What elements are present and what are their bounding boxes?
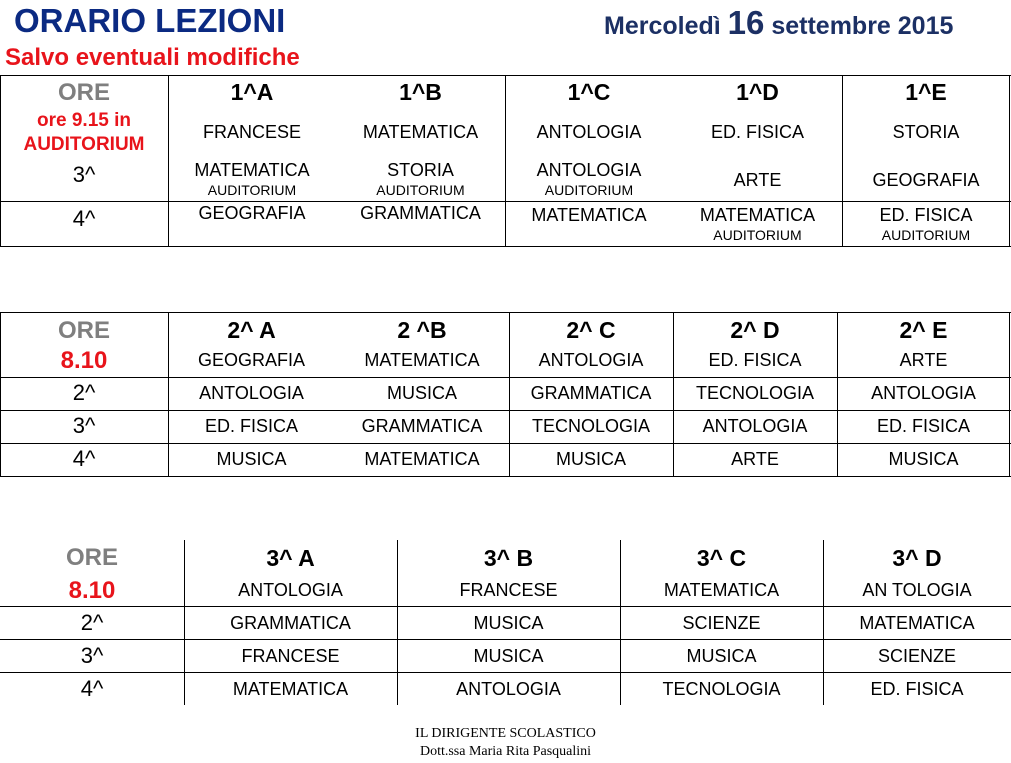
signature-name: Dott.ssa Maria Rita Pasqualini <box>419 744 592 759</box>
subject-cell: ANTOLOGIA <box>456 679 561 699</box>
time-label: 8.10 <box>68 577 116 604</box>
subject-cell: GEOGRAFIA <box>198 203 306 223</box>
subject-cell: GRAMMATICA <box>230 613 351 633</box>
subject-cell: MUSICA <box>473 646 544 666</box>
page-note: Salvo eventuali modifiche <box>5 44 300 71</box>
ore-label: ORE <box>57 79 110 106</box>
subject-cell: ANTOLOGIA <box>199 383 304 403</box>
class-header: 3^ C <box>696 545 747 571</box>
subject-cell: ARTE <box>733 170 782 190</box>
date-weekday: Mercoledì <box>604 12 721 40</box>
date-month-year: settembre 2015 <box>771 12 954 40</box>
subject-cell: FRANCESE <box>241 646 340 666</box>
class-header: 1^D <box>736 79 779 105</box>
subject-cell: ED. FISICA <box>870 679 964 699</box>
subject-cell: ANTOLOGIA <box>702 416 808 436</box>
page-title: ORARIO LEZIONI <box>14 2 286 39</box>
subject-cell: ANTOLOGIA <box>238 580 343 600</box>
subject-cell: MUSICA <box>555 449 626 469</box>
time-label: ore 9.15 in <box>37 110 131 131</box>
class-header: 2^ D <box>730 317 780 343</box>
room-label: AUDITORIUM <box>544 182 634 198</box>
subject-cell: FRANCESE <box>459 580 558 600</box>
subject-cell: MUSICA <box>888 449 959 469</box>
class-header: 2^ C <box>566 317 616 343</box>
subject-cell: GRAMMATICA <box>360 203 481 223</box>
hour-label: 4^ <box>80 676 104 701</box>
signature-title: IL DIRIGENTE SCOLASTICO <box>415 726 596 741</box>
room-label: AUDITORIUM <box>881 227 971 243</box>
subject-cell: ED. FISICA <box>710 122 804 142</box>
class-header: 1^B <box>399 79 442 105</box>
subject-cell: SCIENZE <box>682 613 761 633</box>
room-label: AUDITORIUM <box>207 182 297 198</box>
hour-label: 2^ <box>80 610 104 635</box>
subject-cell: MATEMATICA <box>364 350 480 370</box>
subject-cell: ED. FISICA <box>204 416 298 436</box>
room-label: AUDITORIUM <box>713 227 802 243</box>
subject-cell: MUSICA <box>473 613 544 633</box>
hour-label: 4^ <box>72 206 96 231</box>
subject-cell: TECNOLOGIA <box>695 383 815 403</box>
subject-cell: MUSICA <box>386 383 457 403</box>
subject-cell: MATEMATICA <box>194 160 310 180</box>
subject-cell: MUSICA <box>216 449 287 469</box>
class-header: 1^E <box>905 79 947 105</box>
subject-cell: FRANCESE <box>202 122 301 142</box>
subject-cell: ED. FISICA <box>879 205 973 225</box>
hour-label: 3^ <box>72 162 96 187</box>
subject-cell: ARTE <box>731 449 779 469</box>
subject-cell: ED. FISICA <box>708 350 802 370</box>
subject-cell: MATEMATICA <box>364 449 480 469</box>
class-header: 3^ B <box>483 545 534 571</box>
subject-cell: ARTE <box>899 350 948 370</box>
time-label: 8.10 <box>60 347 108 374</box>
class-header: 1^A <box>230 79 274 105</box>
subject-cell: GRAMMATICA <box>530 383 652 403</box>
class-header: 2^ E <box>899 317 948 343</box>
subject-cell: ED. FISICA <box>876 416 970 436</box>
class-header: 1^C <box>567 79 611 105</box>
date-day: 16 <box>727 4 765 41</box>
hour-label: 3^ <box>80 643 104 668</box>
class-header: 3^ A <box>266 545 315 571</box>
subject-cell: AN TOLOGIA <box>862 580 972 600</box>
time-location: AUDITORIUM <box>23 134 145 155</box>
subject-cell: TECNOLOGIA <box>531 416 651 436</box>
hour-label: 2^ <box>72 380 96 405</box>
hour-label: 3^ <box>72 413 96 438</box>
subject-cell: STORIA <box>892 122 960 142</box>
class-header: 3^ D <box>892 545 942 571</box>
subject-cell: GEOGRAFIA <box>872 170 980 190</box>
subject-cell: ANTOLOGIA <box>536 160 642 180</box>
subject-cell: MATEMATICA <box>699 205 816 225</box>
subject-cell: STORIA <box>387 160 454 180</box>
subject-cell: GRAMMATICA <box>361 416 483 436</box>
hour-label: 4^ <box>72 446 96 471</box>
subject-cell: ANTOLOGIA <box>871 383 976 403</box>
subject-cell: SCIENZE <box>877 646 956 666</box>
ore-label: ORE <box>65 544 118 571</box>
page-date <box>604 4 953 42</box>
room-label: AUDITORIUM <box>376 182 465 198</box>
subject-cell: MATEMATICA <box>362 122 479 142</box>
subject-cell: MATEMATICA <box>232 679 349 699</box>
subject-cell: MUSICA <box>686 646 757 666</box>
class-header: 2^ A <box>227 317 276 343</box>
class-header: 2 ^B <box>397 317 447 343</box>
subject-cell: MATEMATICA <box>531 205 647 225</box>
subject-cell: TECNOLOGIA <box>662 679 781 699</box>
subject-cell: MATEMATICA <box>859 613 975 633</box>
subject-cell: GEOGRAFIA <box>197 350 305 370</box>
subject-cell: ANTOLOGIA <box>538 350 644 370</box>
subject-cell: ANTOLOGIA <box>536 122 642 142</box>
ore-label: ORE <box>57 317 110 344</box>
subject-cell: MATEMATICA <box>663 580 780 600</box>
